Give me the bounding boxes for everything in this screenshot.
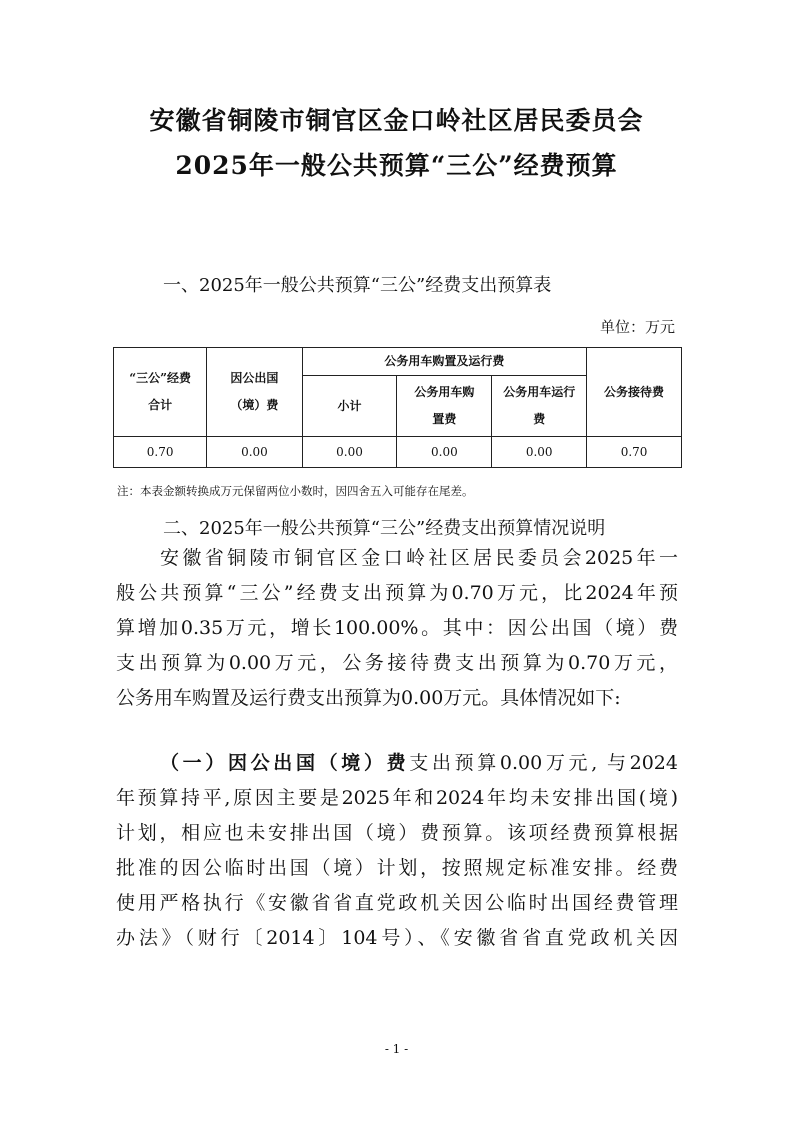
- section1-heading: 一、2025年一般公共预算“三公”经费支出预算表: [163, 275, 552, 296]
- header-purchase-line2: 置费: [432, 412, 457, 426]
- paragraph-line: [116, 746, 678, 781]
- header-purchase-line1: 公务用车购: [414, 385, 475, 399]
- header-travel-line1: 因公出国: [230, 371, 279, 385]
- value-reception: 0.70: [587, 437, 682, 468]
- paragraph-line: 算增加0.35万元，增长100.00%。其中：因公出国（境）费: [116, 617, 678, 639]
- paragraph-line: 计划，相应也未安排出国（境）费预算。该项经费预算根据: [116, 822, 678, 844]
- paragraph-line: 公务用车购置及运行费支出预算为0.00万元。具体情况如下:: [116, 687, 621, 709]
- header-reception: 公务接待费: [587, 348, 682, 437]
- section2-heading: 二、2025年一般公共预算“三公”经费支出预算情况说明: [163, 518, 606, 539]
- paragraph-line: 使用严格执行《安徽省省直党政机关因公临时出国经费管理: [116, 892, 678, 914]
- paragraph-line: 年预算持平,原因主要是2025年和2024年均未安排出国(境): [116, 787, 678, 809]
- value-travel: 0.00: [207, 437, 302, 468]
- header-total: [114, 348, 207, 437]
- unit-label: 单位：万元: [599, 318, 675, 336]
- header-total-line2: 合计: [148, 398, 173, 412]
- table-row: [114, 437, 682, 468]
- header-travel: [207, 348, 302, 437]
- paragraph-line: 办法》（财行〔2014〕104号）、《安徽省省直党政机关因: [116, 927, 678, 949]
- header-travel-line2: （境）费: [230, 398, 279, 412]
- header-operation-line2: 费: [533, 412, 546, 426]
- value-purchase: 0.00: [397, 437, 492, 468]
- paragraph-line: 安徽省铜陵市铜官区金口岭社区居民委员会2025年一: [160, 547, 678, 569]
- value-subtotal: 0.00: [302, 437, 397, 468]
- paragraph-overview: [116, 541, 678, 716]
- document-title-line2: 2025年一般公共预算“三公”经费预算: [175, 151, 618, 180]
- paragraph-line: 批准的因公临时出国（境）计划，按照规定标准安排。经费: [116, 857, 678, 879]
- paragraph-line: 支出预算为0.00万元，公务接待费支出预算为0.70万元，: [116, 652, 678, 674]
- header-total-line1: “三公”经费: [129, 371, 192, 385]
- value-operation: 0.00: [492, 437, 587, 468]
- value-total: 0.70: [114, 437, 207, 468]
- page-number: - 1 -: [384, 1042, 409, 1056]
- header-vehicle-group: 公务用车购置及运行费: [302, 348, 586, 376]
- paragraph-travel: [116, 746, 678, 956]
- subsection-title: （一）因公出国（境）费: [160, 752, 410, 774]
- paragraph-line: 般公共预算“三公”经费支出预算为0.70万元，比2024年预: [116, 582, 678, 604]
- header-purchase: [397, 376, 492, 437]
- table-header-row: [114, 348, 682, 376]
- paragraph-lead-text: 支出预算0.00万元, 与2024: [409, 752, 678, 774]
- table-note: 注：本表金额转换成万元保留两位小数时，因四舍五入可能存在尾差。: [117, 484, 474, 498]
- header-operation-line1: 公务用车运行: [503, 385, 576, 399]
- header-operation: [492, 376, 587, 437]
- document-title-line1: 安徽省铜陵市铜官区金口岭社区居民委员会: [149, 106, 644, 135]
- header-subtotal: 小计: [302, 376, 397, 437]
- budget-table: [113, 347, 682, 468]
